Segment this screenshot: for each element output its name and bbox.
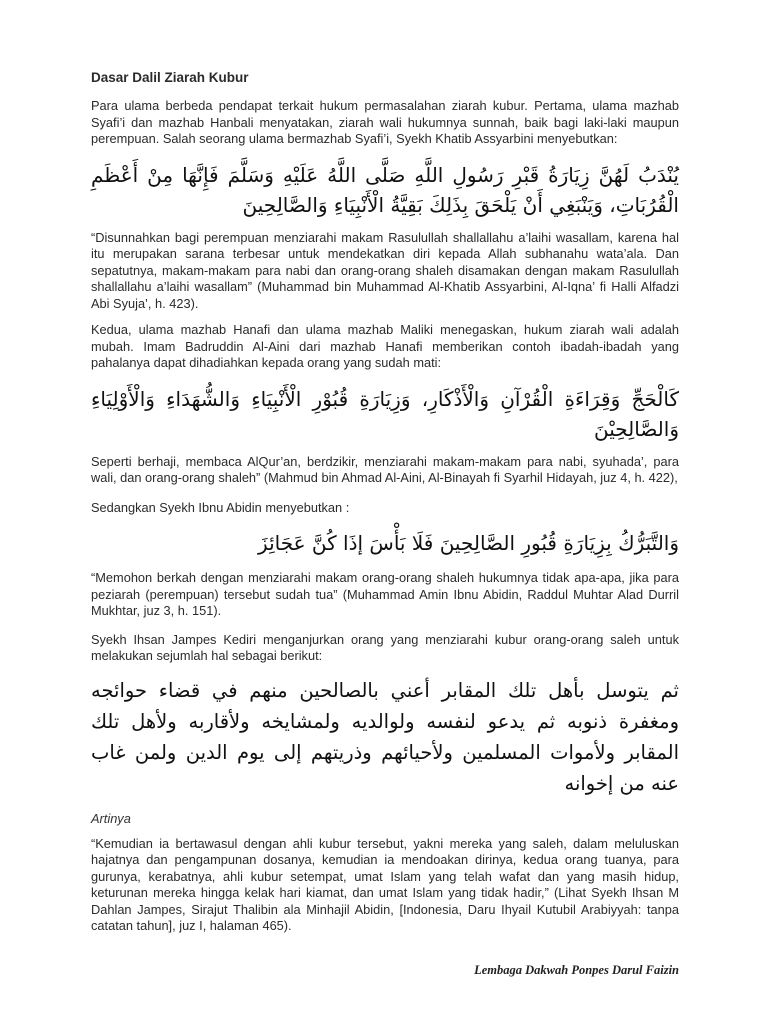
paragraph-ihsan-jampes: Syekh Ihsan Jampes Kediri menganjurkan orang yang menziarahi kubur orang-orang saleh untuk melakukan sejumlah hal sebagai berikut:	[91, 631, 679, 663]
paragraph-intro: Para ulama berbeda pendapat terkait hukum permasalahan ziarah kubur. Pertama, ulama mazhab Syafi’i dan mazhab Hanbali menyatakan, ziarah wali hukumnya sunnah, baik bagi laki-laki maupun perempuan. Salah seorang ulama bermazhab Syafi’i, Syekh Khatib Assyarbini menyebutkan:	[91, 98, 679, 146]
paragraph-translation-2: Seperti berhaji, membaca AlQur’an, berdzikir, menziarahi makam-makam para nabi, syuhada’, para wali, dan orang-orang shaleh” (Mahmud bin Ahmad Al-Aini, Al-Binayah fi Syarhil Hidayah, juz 4, h. 422),	[91, 453, 679, 485]
document-title: Dasar Dalil Ziarah Kubur	[91, 70, 249, 85]
arabic-quote-1: يُنْدَبُ لَهُنَّ زِيَارَةُ قَبْرِ رَسُولِ اللَّهِ صَلَّى اللَّهُ عَلَيْهِ وَسَلَّمَ فَإِنَّهَا مِنْ أَعْظَمِ الْقُرُبَاتِ، وَيَنْبَغِي أَنْ يَلْحَقَ بِذَلِكَ بَقِيَّةُ الْأَنْبِيَاءِ وَالصَّالِحِينَ	[91, 162, 679, 217]
document-content	[91, 70, 679, 935]
paragraph-translation-4: “Kemudian ia bertawasul dengan ahli kubur tersebut, yakni mereka yang saleh, dalam meluluskan hajatnya dan pengampunan dosanya, kemudian ia mendoakan dirinya, kedua orang tuanya, para gurunya, kerabatnya, ahli kubur setempat, umat Islam yang telah wafat dan yang masih hidup, keturunan mereka hingga kelak hari kiamat, dan umat Islam yang tidak hadir,” (Lihat Syekh Ihsan M Dahlan Jampes, Sirajut Thalibin ala Minhajil Abidin, [Indonesia, Daru Ihyail Kutubil Arabiyyah: tanpa catatan tahun], juz I, halaman 465).	[91, 835, 679, 933]
artinya-label: Artinya	[91, 810, 131, 826]
paragraph-ibnu-abidin: Sedangkan Syekh Ibnu Abidin menyebutkan :	[91, 499, 350, 515]
arabic-quote-2: كَالْحَجِّ وَقِرَاءَةِ الْقُرْآنِ وَالْأَذْكَارِ، وَزِيَارَةِ قُبُوْرِ الْأَنْبِيَاءِ وَالشُّهَدَاءِ وَالْأَوْلِيَاءِ وَالصَّالِحِيْنَ	[91, 386, 679, 441]
footer-credit: Lembaga Dakwah Ponpes Darul Faizin	[474, 963, 679, 977]
arabic-quote-4: ثم يتوسل بأهل تلك المقابر أعني بالصالحين منهم في قضاء حوائجه ومغفرة ذنوبه ثم يدعو لنفسه ولوالديه ولمشايخه ولأقاربه ولأهل تلك المقابر ولأموات المسلمين ولأحيائهم وذريتهم إلى يوم الدين ولمن غاب عنه من إخوانه	[91, 678, 679, 795]
paragraph-translation-3: “Memohon berkah dengan menziarahi makam orang-orang shaleh hukumnya tidak apa-apa, jika para peziarah (perempuan) tersebut sudah tua” (Muhammad Amin Ibnu Abidin, Raddul Muhtar Alad Durril Mukhtar, juz 3, h. 151).	[91, 570, 679, 618]
arabic-quote-3: وَالتَّبَرُّكُ بِزِيَارَةِ قُبُورِ الصَّالِحِينَ فَلَا بَأْسَ إذَا كُنَّ عَجَائِزَ	[258, 531, 679, 555]
paragraph-translation-1: “Disunnahkan bagi perempuan menziarahi makam Rasulullah shallallahu a’laihi wasallam, karena hal itu merupakan sarana terbesar untuk mendekatkan diri kepada Allah subhanahu wata’ala. Dan sepatutnya, makam-makam para nabi dan orang-orang shaleh disamakan dengan makam Rasulullah shallallahu a’laihi wasallam” (Muhammad bin Muhammad Al-Khatib Assyarbini, Al-Iqna’ fi Halli Alfadzi Abi Syuja’, h. 423).	[91, 229, 679, 311]
paragraph-second-opinion: Kedua, ulama mazhab Hanafi dan ulama mazhab Maliki menegaskan, hukum ziarah wali adalah mubah. Imam Badruddin Al-Aini dari mazhab Hanafi memberikan contoh ibadah-ibadah yang pahalanya dapat dihadiahkan kepada orang yang sudah mati:	[91, 322, 679, 370]
